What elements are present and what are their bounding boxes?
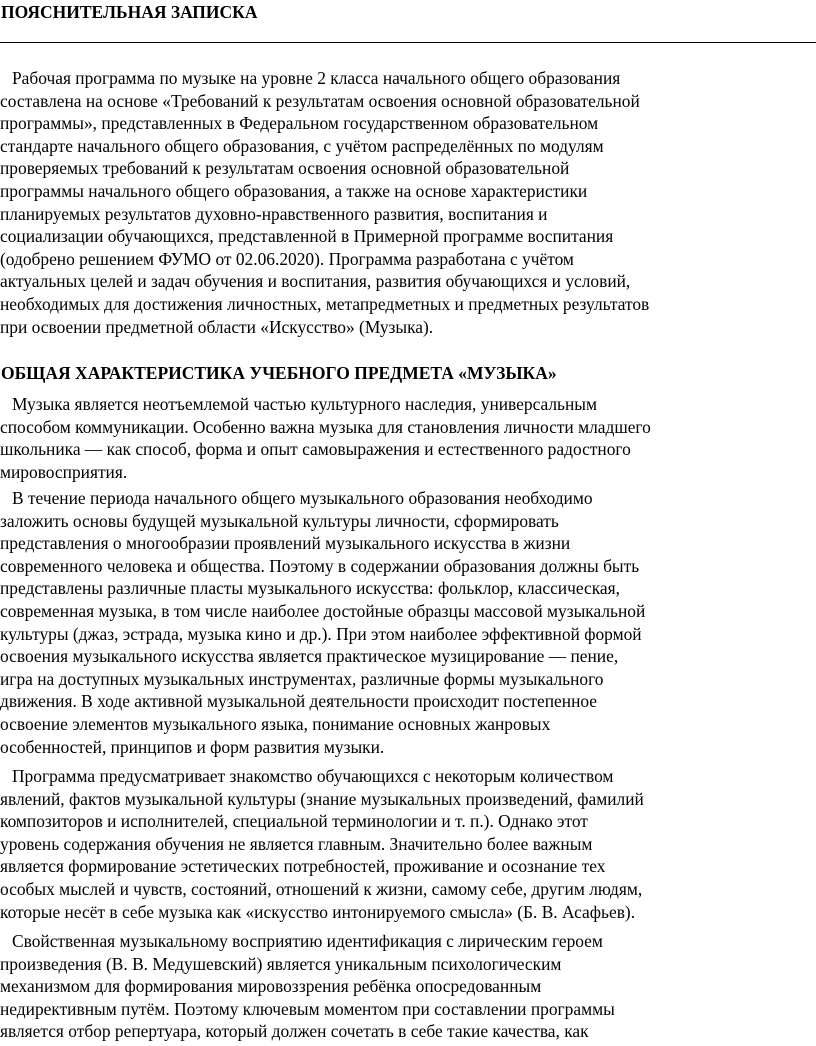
text-line: актуальных целей и задач обучения и воспитания, развития обучающихся и условий, (0, 271, 631, 292)
section-heading: ОБЩАЯ ХАРАКТЕРИСТИКА УЧЕБНОГО ПРЕДМЕТА «МУЗЫКА» (1, 363, 557, 383)
text-line: Программа предусматривает знакомство обучающихся с некоторым количеством (12, 766, 614, 786)
paragraph-program-content (0, 765, 812, 923)
text-line: культуры (джаз, эстрада, музыка кино и др.). При этом наиболее эффективной формой (0, 623, 642, 644)
text-line: планируемых результатов духовно-нравственного развития, воспитания и (0, 203, 548, 224)
text-line: при освоении предметной области «Искусство» (Музыка). (0, 316, 434, 337)
paragraph-music-culture (0, 487, 812, 758)
text-line: Свойственная музыкальному восприятию идентификация с лирическим героем (12, 931, 603, 951)
text-line: игра на доступных музыкальных инструментах, различные формы музыкального (0, 668, 604, 689)
text-line: явлений, фактов музыкальной культуры (знание музыкальных произведений, фамилий (0, 788, 644, 809)
text-line: программы», представленных в Федеральном государственном образовательном (0, 113, 599, 134)
text-line: является формирование эстетических потребностей, проживание и осознание тех (0, 856, 606, 877)
text-line: необходимых для достижения личностных, метапредметных и предметных результатов (0, 293, 650, 314)
paragraph-repertoire (0, 930, 812, 1043)
text-line: проверяемых требований к результатам освоения основной образовательной (0, 158, 570, 179)
text-line: механизмом для формирования мировоззрения ребёнка опосредованным (0, 976, 542, 997)
text-line: движения. В ходе активной музыкальной деятельности происходит постепенное (0, 691, 598, 712)
text-line: недирективным путём. Поэтому ключевым моментом при составлении программы (0, 998, 615, 1019)
text-line: современная музыка, в том числе наиболее достойные образцы массовой музыкальной (0, 600, 646, 621)
text-line: современного человека и общества. Поэтому в содержании образования должны быть (0, 555, 640, 576)
paragraph-intro (0, 67, 812, 338)
text-line: (одобрено решением ФУМО от 02.06.2020). Программа разработана с учётом (0, 248, 574, 269)
paragraph-music-role (0, 393, 812, 483)
text-line: представления о многообразии проявлений музыкального искусства в жизни (0, 533, 571, 554)
text-line: способом коммуникации. Особенно важна музыка для становления личности младшего (0, 416, 651, 437)
text-line: произведения (В. В. Медушевский) является уникальным психологическим (0, 953, 562, 974)
text-line: освоение элементов музыкального языка, понимание основных жанровых (0, 713, 551, 734)
document-title: ПОЯСНИТЕЛЬНАЯ ЗАПИСКА (1, 2, 258, 22)
text-line: составлена на основе «Требований к результатам освоения основной образовательной (0, 90, 640, 111)
text-line: социализации обучающихся, представленной в Примерной программе воспитания (0, 226, 614, 247)
text-line: освоения музыкального искусства является практическое музицирование — пение, (0, 646, 619, 667)
text-line: заложить основы будущей музыкальной культуры личности, сформировать (0, 510, 559, 531)
text-line: мировосприятия. (0, 461, 128, 482)
text-line: уровень содержания обучения не является главным. Значительно более важным (0, 833, 593, 854)
text-line: В течение периода начального общего музыкального образования необходимо (12, 488, 593, 508)
title-divider (0, 42, 816, 43)
text-line: которые несёт в себе музыка как «искусство интонируемого смысла» (Б. В. Асафьев). (0, 901, 636, 922)
text-line: является отбор репертуара, который должен сочетать в себе такие качества, как (0, 1021, 589, 1042)
text-line: стандарте начального общего образования, с учётом распределённых по модулям (0, 135, 604, 156)
text-line: программы начального общего образования, а также на основе характеристики (0, 180, 588, 201)
text-line: особых мыслей и чувств, состояний, отношений к жизни, самому себе, другим людям, (0, 878, 643, 899)
text-line: особенностей, принципов и форм развития музыки. (0, 736, 385, 757)
text-line: Рабочая программа по музыке на уровне 2 класса начального общего образования (12, 68, 621, 88)
text-line: школьника — как способ, форма и опыт самовыражения и естественного радостного (0, 439, 631, 460)
text-line: представлены различные пласты музыкального искусства: фольклор, классическая, (0, 578, 620, 599)
text-line: Музыка является неотъемлемой частью культурного наследия, универсальным (12, 394, 597, 414)
text-line: композиторов и исполнителей, специальной терминологии и т. п.). Однако этот (0, 811, 588, 832)
